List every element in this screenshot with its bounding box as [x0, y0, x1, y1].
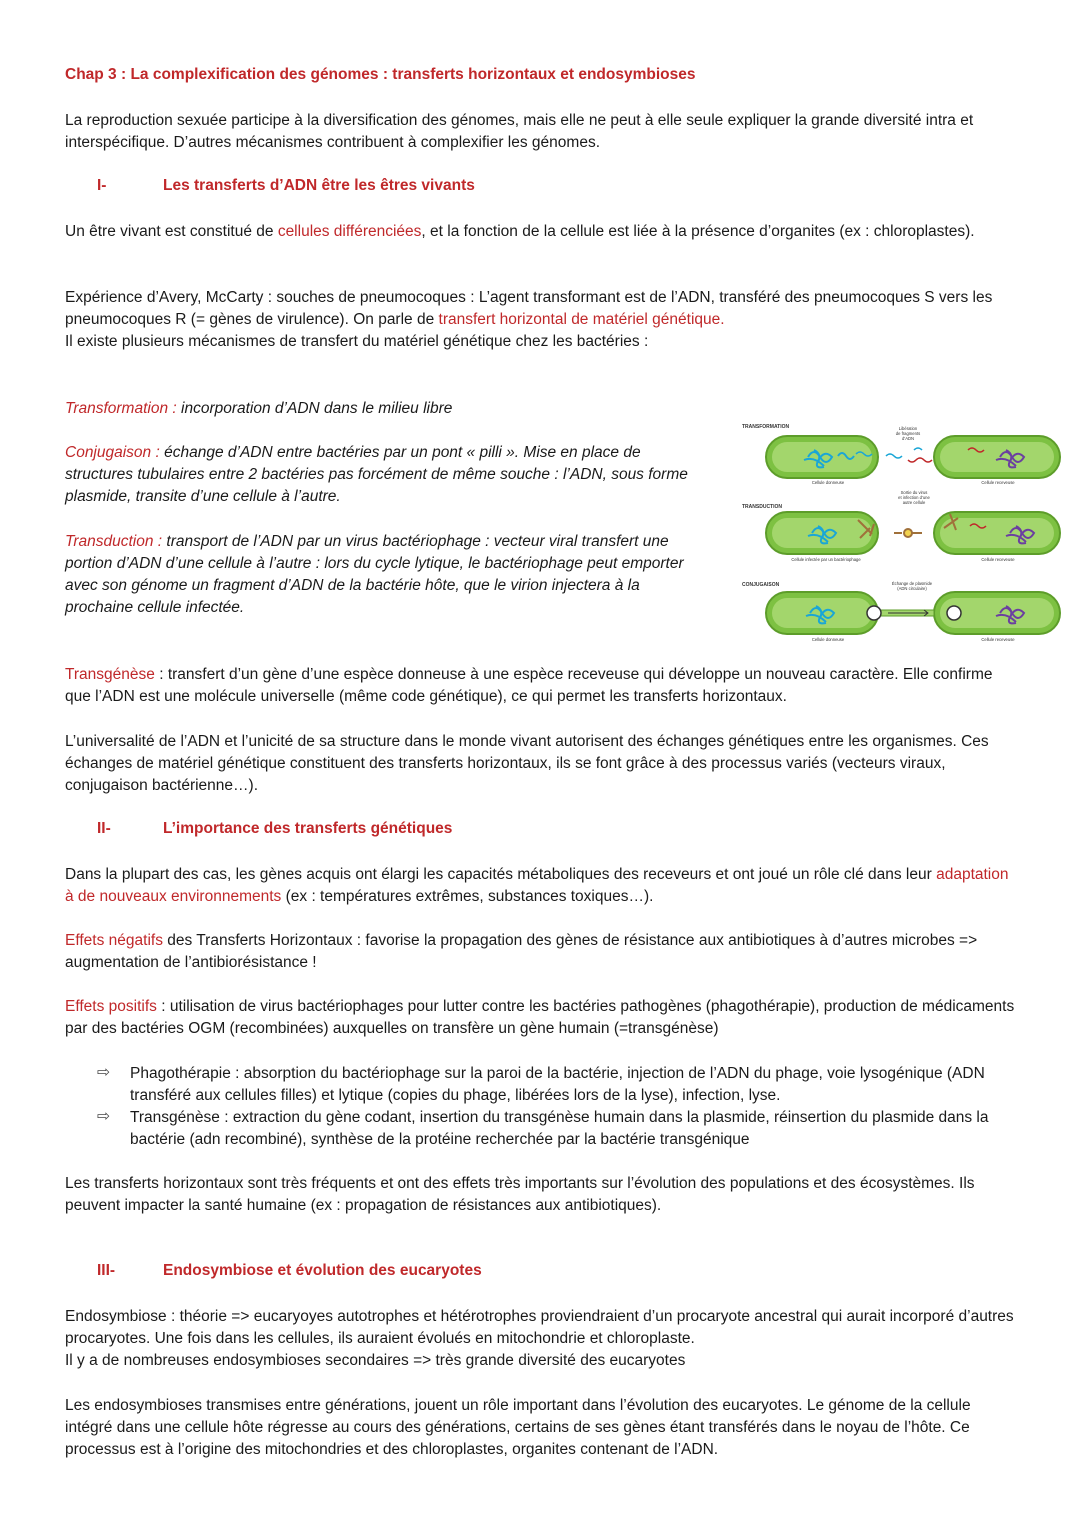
s2-paragraph-1: Dans la plupart des cas, les gènes acquis ont élargi les capacités métaboliques des receveurs et ont joué un rôle clé dans leur adaptation à de nouveaux environnements (ex : températures extrêmes, substances toxiques…). — [65, 866, 1009, 905]
caption-recipient: Cellule receveuse — [981, 480, 1015, 485]
svg-text:autre cellule: autre cellule — [902, 500, 926, 505]
section-title: Endosymbiose et évolution des eucaryotes — [163, 1262, 482, 1279]
caption-recipient: Cellule receveuse — [981, 637, 1015, 642]
s3-paragraph-1: Endosymbiose : théorie => eucaryoyes autotrophes et hétérotrophes proviendraient d’un procaryote ancestral qui aurait incorporé d’autres procaryotes. Une fois dans les cellules, ils auraient évolués en mitochondrie et chloroplaste. Il y a de nombreuses endosymbioses secondaires => très grande diversité des eucaryotes — [65, 1308, 1014, 1369]
section-2-heading — [97, 820, 452, 838]
section-number: II- — [97, 820, 111, 837]
s2-final-paragraph: Les transferts horizontaux sont très fréquents et ont des effets très importants sur l’évolution des populations et des écosystèmes. Ils peuvent impacter la santé humaine (ex : propagation de résistances aux antibiotiques). — [65, 1175, 975, 1214]
svg-text:Échange de plasmide: Échange de plasmide — [891, 581, 933, 586]
section-3-heading — [97, 1262, 482, 1280]
arrow-right-icon: ⇨ — [97, 1108, 110, 1125]
s1-universality-paragraph: L’universalité de l’ADN et l’unicité de sa structure dans le monde vivant autorisent des échanges génétiques entre les organismes. Ces échanges de matériel génétique constituent des transferts horizontaux, ils se font grâce à des processus variés (vecteurs viraux, conjugaison bactérienne…). — [65, 733, 989, 794]
s1-paragraph-2: Expérience d’Avery, McCarty : souches de pneumocoques : L’agent transformant est de l’ADN, transféré des pneumocoques S vers les pneumocoques R (= gènes de virulence). On parle de transfert horizontal de matériel génétique. Il existe plusieurs mécanismes de transfert du matériel génétique chez les bactéries : — [65, 289, 993, 350]
page-title: Chap 3 : La complexification des génomes : transferts horizontaux et endosymbioses — [65, 66, 696, 83]
label-transformation: TRANSFORMATION — [742, 424, 790, 430]
svg-text:de fragments: de fragments — [895, 431, 921, 436]
horizontal-transfer-figure — [738, 420, 1064, 646]
caption-donor: Cellule donneuse — [811, 637, 845, 642]
section-number: I- — [97, 177, 107, 194]
arrow-right-icon: ⇨ — [97, 1064, 110, 1081]
svg-text:Libération: Libération — [898, 426, 918, 431]
negative-effects-paragraph: Effets négatifs des Transferts Horizontaux : favorise la propagation des gènes de résistance aux antibiotiques à d’autres microbes => augmentation de l’antibiorésistance ! — [65, 932, 978, 971]
section-number: III- — [97, 1262, 116, 1279]
plasmid-icon — [947, 606, 961, 620]
s1-paragraph-1: Un être vivant est constitué de cellules différenciées, et la fonction de la cellule est liée à la présence d’organites (ex : chloroplastes). — [65, 223, 975, 240]
svg-text:Sortie du virus: Sortie du virus — [900, 490, 928, 495]
positive-effects-paragraph: Effets positifs : utilisation de virus bactériophages pour lutter contre les bactéries pathogènes (phagothérapie), production de médicaments par des bactéries OGM (recombinées) auxquelles on transfère un gène humain (=transgénèse) — [65, 998, 1015, 1037]
plasmid-icon — [867, 606, 881, 620]
svg-text:et infection d’une: et infection d’une — [898, 495, 930, 500]
svg-text:d’ADN: d’ADN — [901, 436, 915, 441]
list-item: ⇨ Transgénèse : extraction du gène codant, insertion du transgénèse humain dans la plasmide, réinsertion du plasmide dans la bactérie (adn recombiné), synthèse de la protéine recherchée par la bactérie transgénique — [97, 1107, 1007, 1151]
transformation-def: Transformation : incorporation d’ADN dans le milieu libre — [65, 400, 453, 417]
list-item: ⇨ Phagothérapie : absorption du bactériophage sur la paroi de la bactérie, injection de l’ADN du phage, voie lysogénique (ADN transféré aux cellules filles) et lytique (copies du phage, libérées lors de la lyse), infection, lyse. — [97, 1063, 1007, 1107]
section-title: L’importance des transferts génétiques — [163, 820, 453, 837]
transduction-def: Transduction : transport de l’ADN par un virus bactériophage : vecteur viral transfert une portion d’ADN d’une cellule à l’autre : lors du cycle lytique, le bactériophage peut emporter avec son génome un fragment d’ADN de la bactérie hôte, que le virion injectera à la prochaine cellule infectée. — [65, 533, 684, 616]
caption-recipient: Cellule receveuse — [981, 557, 1015, 562]
transgenese-def: Transgénèse : transfert d’un gène d’une espèce donneuse à une espèce receveuse qui développe un nouveau caractère. Elle confirme que l’ADN est une molécule universelle (même code génétique), ce qui permet les transferts horizontaux. — [65, 666, 993, 705]
caption-infected: Cellule infectée par un bactériophage — [791, 557, 861, 562]
svg-text:(ADN circulaire): (ADN circulaire) — [897, 586, 927, 591]
s3-paragraph-2: Les endosymbioses transmises entre générations, jouent un rôle important dans l’évolution des eucaryotes. Le génome de la cellule intégré dans une cellule hôte régresse au cours des générations, certains de ses gènes étant transférés dans le noyau de l’hôte. Ce processus est à l’origine des mitochondries et des chloroplastes, organites contenant de l’ADN. — [65, 1397, 971, 1458]
caption-donor: Cellule donneuse — [811, 480, 845, 485]
intro-paragraph: La reproduction sexuée participe à la diversification des génomes, mais elle ne peut à elle seule expliquer la grande diversité intra et interspécifique. D’autres mécanismes contribuent à complexifier les génomes. — [65, 112, 974, 151]
section-title: Les transferts d’ADN être les êtres vivants — [163, 177, 475, 194]
label-transduction: TRANSDUCTION — [742, 504, 782, 510]
section-1-heading — [97, 177, 475, 195]
label-conjugaison: CONJUGAISON — [742, 582, 780, 588]
conjugaison-def: Conjugaison : échange d’ADN entre bactéries par un pont « pilli ». Mise en place de structures tubulaires entre 2 bactéries pas forcément de même souche : l’ADN, sous forme plasmide, transite d’une cellule à l’autre. — [65, 444, 688, 505]
